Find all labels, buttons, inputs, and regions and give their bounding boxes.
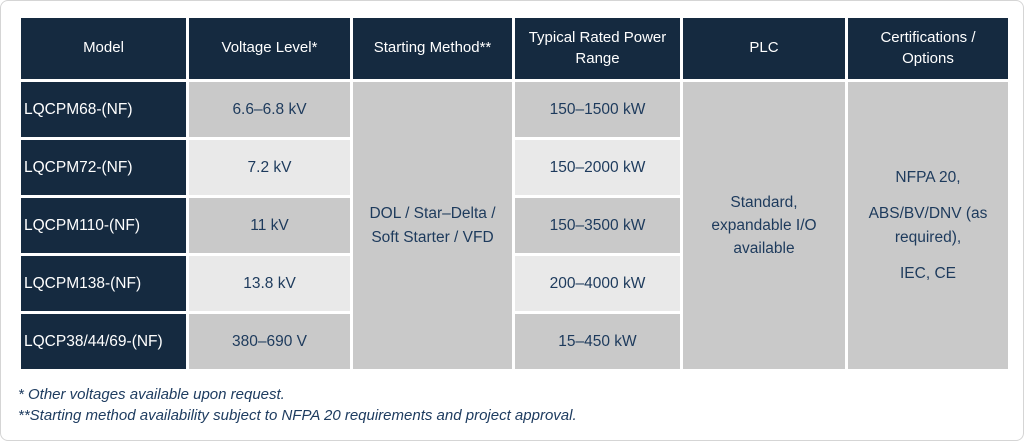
cell-line: DOL / Star–Delta / <box>369 205 496 223</box>
table-row <box>20 81 1010 139</box>
cell-line: available <box>733 240 795 258</box>
model-cell: LQCPM72-(NF) <box>20 139 188 197</box>
certifications-cell <box>847 81 1010 371</box>
model-cell: LQCPM110-(NF) <box>20 197 188 255</box>
plc-cell <box>682 81 847 371</box>
model-cell: LQCPM68-(NF) <box>20 81 188 139</box>
voltage-cell: 7.2 kV <box>188 139 352 197</box>
spec-table-body <box>20 81 1010 371</box>
header-certifications: Certifications / Options <box>847 17 1010 81</box>
cell-line: Soft Starter / VFD <box>371 228 494 246</box>
model-cell: LQCP38/44/69-(NF) <box>20 313 188 371</box>
cell-line: expandable I/O <box>711 216 817 234</box>
header-model: Model <box>20 17 188 81</box>
footnotes <box>18 384 1006 427</box>
pump-controller-spec-table <box>18 15 1011 372</box>
cell-line: ABS/BV/DNV (as required), <box>868 205 988 246</box>
power-range-cell: 150–2000 kW <box>514 139 682 197</box>
power-range-cell: 150–1500 kW <box>514 81 682 139</box>
model-cell: LQCPM138-(NF) <box>20 255 188 313</box>
footnote-voltages: * Other voltages available upon request. <box>18 386 285 403</box>
cell-line: Standard, <box>730 193 798 211</box>
starting-method-cell <box>352 81 514 371</box>
header-plc: PLC <box>682 17 847 81</box>
voltage-cell: 6.6–6.8 kV <box>188 81 352 139</box>
header-voltage-level: Voltage Level* <box>188 17 352 81</box>
footnote-starting-method: **Starting method availability subject to NFPA 20 requirements and project approval. <box>18 407 577 425</box>
voltage-cell: 13.8 kV <box>188 255 352 313</box>
header-row <box>20 17 1010 81</box>
header-power-range: Typical Rated Power Range <box>514 17 682 81</box>
cell-line: IEC, CE <box>900 264 956 282</box>
table-header <box>20 17 1010 81</box>
power-range-cell: 200–4000 kW <box>514 255 682 313</box>
voltage-cell: 380–690 V <box>188 313 352 371</box>
power-range-cell: 150–3500 kW <box>514 197 682 255</box>
power-range-cell: 15–450 kW <box>514 313 682 371</box>
cell-line: NFPA 20, <box>895 169 961 186</box>
voltage-cell: 11 kV <box>188 197 352 255</box>
header-starting-method: Starting Method** <box>352 17 514 81</box>
